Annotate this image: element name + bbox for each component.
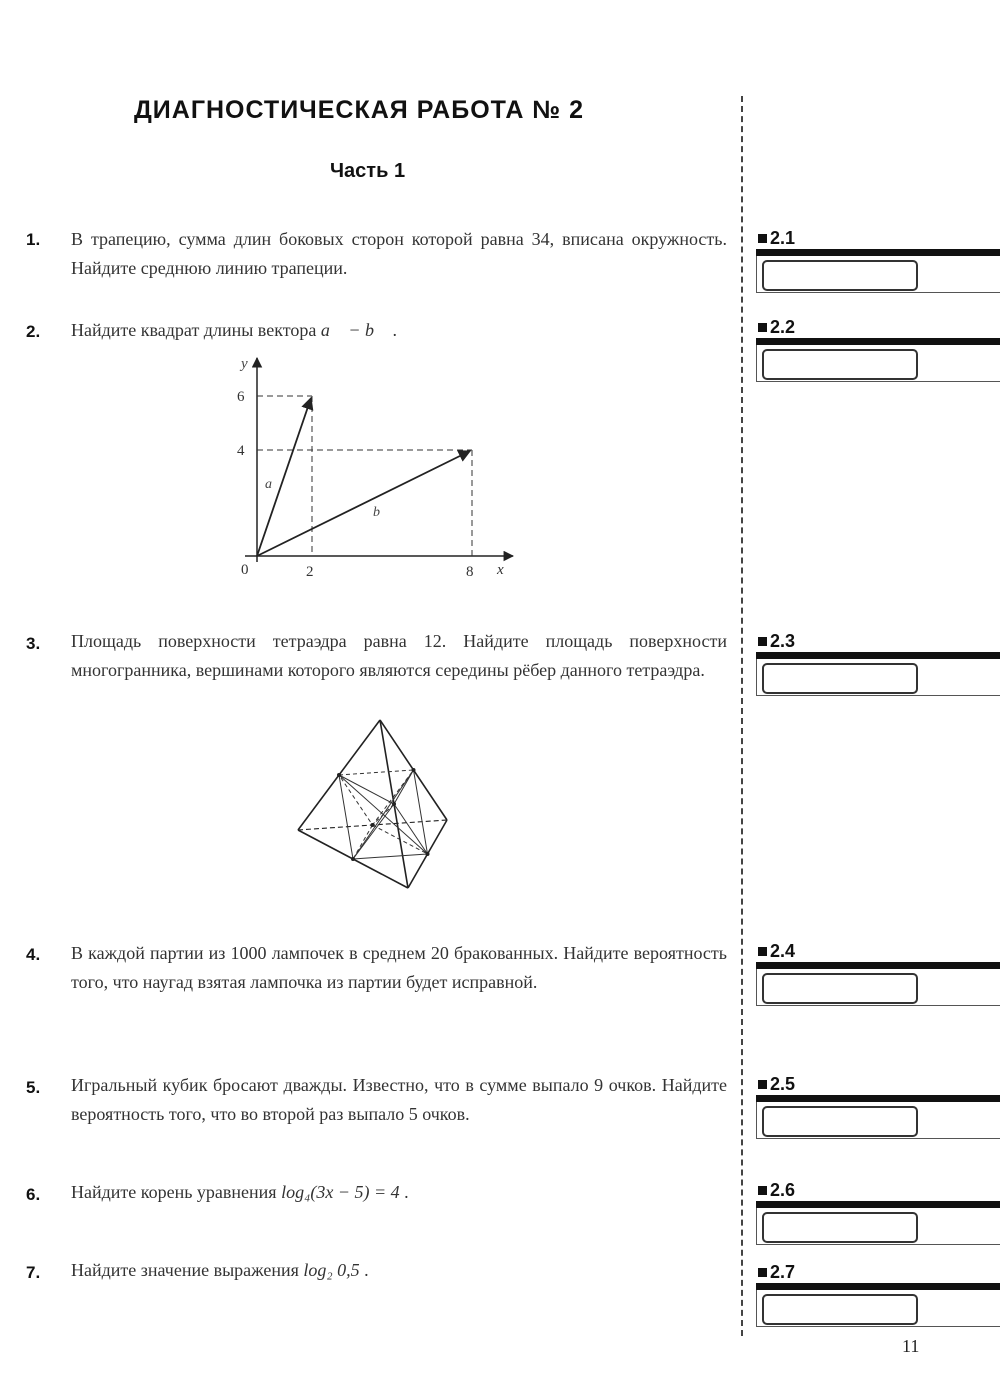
answer-box[interactable]	[762, 349, 918, 380]
expression: log₂ 0,5	[303, 1260, 360, 1280]
question-number: 6.	[26, 1185, 41, 1204]
answer-block	[756, 1262, 1000, 1327]
answer-box[interactable]	[762, 663, 918, 694]
question-end: .	[392, 320, 397, 340]
question-text: В каждой партии из 1000 лампочек в среднем 20 бракованных. Найдите вероятность того, что наугад взятая лампочка из партии будет исправной.	[71, 943, 727, 992]
x-tick-label: 8	[466, 564, 474, 580]
question-number: 5.	[26, 1078, 41, 1097]
x-tick-label: 2	[306, 564, 314, 580]
answer-block	[756, 317, 1000, 382]
question-text	[71, 316, 727, 345]
question-text	[71, 1256, 727, 1285]
vector-graph	[225, 350, 525, 582]
question-number: 2.	[26, 322, 41, 341]
part-heading: Часть 1	[330, 160, 406, 182]
vector-b	[257, 451, 470, 556]
question-number: 3.	[26, 634, 41, 653]
answer-box[interactable]	[762, 973, 918, 1004]
answer-box[interactable]	[762, 1212, 918, 1243]
question-text: Игральный кубик бросают дважды. Известно, что в сумме выпало 9 очков. Найдите вероятность того, что во второй раз выпало 5 очков.	[71, 1075, 727, 1124]
question-text-main: Найдите квадрат длины вектора	[71, 320, 317, 340]
answer-box[interactable]	[762, 1106, 918, 1137]
page-title: ДИАГНОСТИЧЕСКАЯ РАБОТА № 2	[134, 96, 585, 124]
answer-label: 2.1	[758, 228, 795, 249]
answer-label: 2.3	[758, 631, 795, 652]
y-axis-label: y	[241, 356, 248, 372]
answer-label: 2.4	[758, 941, 795, 962]
answer-box[interactable]	[762, 260, 918, 291]
answer-block	[756, 631, 1000, 696]
y-tick-label: 6	[237, 389, 245, 405]
question-end: .	[404, 1182, 409, 1202]
question-number: 4.	[26, 945, 41, 964]
question-text: В трапецию, сумма длин боковых сторон которой равна 34, вписана окружность. Найдите среднюю линию трапеции.	[71, 229, 727, 278]
question-text: Площадь поверхности тетраэдра равна 12. Найдите площадь поверхности многогранника, вершинами которого являются середины рёбер данного тетраэдра.	[71, 631, 727, 680]
vector-a-label: a⃗	[265, 477, 283, 492]
page-number: 11	[902, 1336, 920, 1356]
answer-block	[756, 1180, 1000, 1245]
answer-block	[756, 941, 1000, 1006]
answer-label: 2.6	[758, 1180, 795, 1201]
x-axis-label: x	[497, 562, 504, 578]
y-tick-label: 4	[237, 443, 245, 459]
question-text-main: Найдите корень уравнения	[71, 1182, 277, 1202]
equation: log₄(3x − 5) = 4	[281, 1182, 400, 1202]
answer-label: 2.5	[758, 1074, 795, 1095]
question-text	[71, 1178, 727, 1207]
vector-b-label: b⃗	[373, 505, 391, 520]
question-end: .	[364, 1260, 369, 1280]
answer-label: 2.7	[758, 1262, 795, 1283]
tetrahedron-figure	[290, 712, 460, 894]
answer-block	[756, 1074, 1000, 1139]
answer-label: 2.2	[758, 317, 795, 338]
question-number: 7.	[26, 1263, 41, 1282]
answer-box[interactable]	[762, 1294, 918, 1325]
margin-divider	[741, 96, 743, 1336]
vector-expression: a⃗ − b⃗	[320, 320, 388, 340]
origin-label: 0	[241, 562, 249, 578]
question-text-main: Найдите значение выражения	[71, 1260, 299, 1280]
question-number: 1.	[26, 230, 41, 249]
answer-block	[756, 228, 1000, 293]
